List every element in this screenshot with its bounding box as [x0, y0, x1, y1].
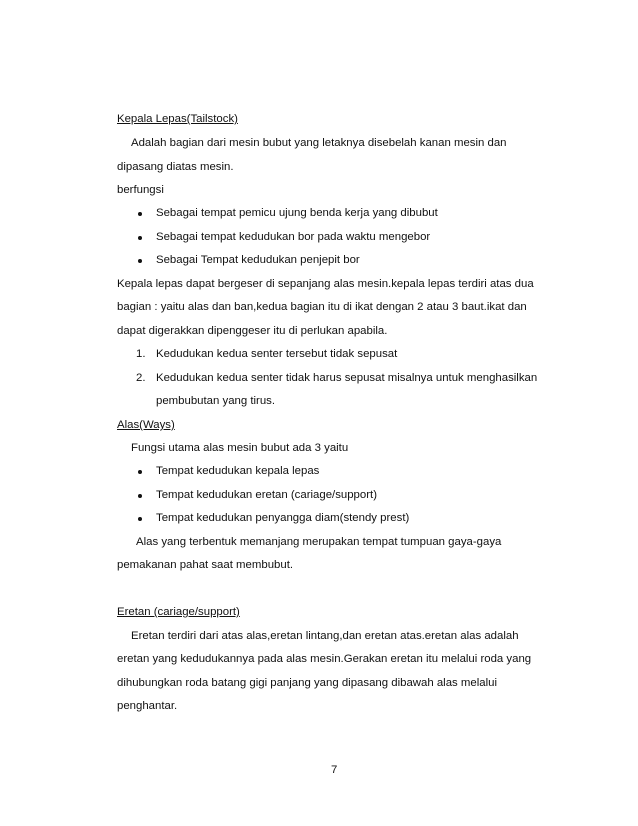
page-number: 7 — [331, 764, 338, 776]
numbered-item-1: Kedudukan kedua senter tersebut tidak sepusat — [156, 348, 398, 360]
ways-intro: Fungsi utama alas mesin bubut ada 3 yaitu — [131, 442, 349, 454]
bullet-dot-icon — [138, 236, 142, 240]
tailstock-bullet-1: Sebagai tempat pemicu ujung benda kerja yang dibubut — [156, 207, 438, 219]
numbered-item-2-line2: pembubutan yang tirus. — [156, 395, 276, 407]
tailstock-function-label: berfungsi — [117, 184, 164, 196]
bullet-dot-icon — [138, 212, 142, 216]
tailstock-para-line3: dapat digerakkan dipenggeser itu di perlukan apabila. — [117, 325, 388, 337]
numbered-item-number: 1. — [136, 348, 146, 360]
ways-bullet-1: Tempat kedudukan kepala lepas — [156, 465, 320, 477]
bullet-dot-icon — [138, 517, 142, 521]
carriage-line4: penghantar. — [117, 700, 178, 712]
tailstock-heading: Kepala Lepas(Tailstock) — [117, 113, 238, 125]
ways-bullet-2: Tempat kedudukan eretan (cariage/support) — [156, 489, 377, 501]
ways-bullet-3: Tempat kedudukan penyangga diam(stendy prest) — [156, 512, 410, 524]
carriage-line2: eretan yang kedudukannya pada alas mesin.Gerakan eretan itu melalui roda yang — [117, 653, 532, 665]
tailstock-intro-line2: dipasang diatas mesin. — [117, 161, 234, 173]
tailstock-intro-line1: Adalah bagian dari mesin bubut yang letaknya disebelah kanan mesin dan — [131, 137, 507, 149]
carriage-heading: Eretan (cariage/support) — [117, 606, 240, 618]
carriage-line1: Eretan terdiri dari atas alas,eretan lintang,dan eretan atas.eretan alas adalah — [131, 630, 519, 642]
ways-closing-line1: Alas yang terbentuk memanjang merupakan tempat tumpuan gaya-gaya — [136, 536, 502, 548]
ways-heading: Alas(Ways) — [117, 419, 175, 431]
carriage-line3: dihubungkan roda batang gigi panjang yang dipasang dibawah alas melalui — [117, 677, 497, 689]
tailstock-bullet-3: Sebagai Tempat kedudukan penjepit bor — [156, 254, 360, 266]
bullet-dot-icon — [138, 259, 142, 263]
bullet-dot-icon — [138, 470, 142, 474]
numbered-item-number: 2. — [136, 372, 146, 384]
tailstock-para-line1: Kepala lepas dapat bergeser di sepanjang alas mesin.kepala lepas terdiri atas dua — [117, 278, 534, 290]
tailstock-para-line2: bagian : yaitu alas dan ban,kedua bagian itu di ikat dengan 2 atau 3 baut.ikat dan — [117, 301, 527, 313]
ways-closing-line2: pemakanan pahat saat membubut. — [117, 559, 294, 571]
bullet-dot-icon — [138, 494, 142, 498]
tailstock-bullet-2: Sebagai tempat kedudukan bor pada waktu mengebor — [156, 231, 431, 243]
numbered-item-2-line1: Kedudukan kedua senter tidak harus sepusat misalnya untuk menghasilkan — [156, 372, 538, 384]
